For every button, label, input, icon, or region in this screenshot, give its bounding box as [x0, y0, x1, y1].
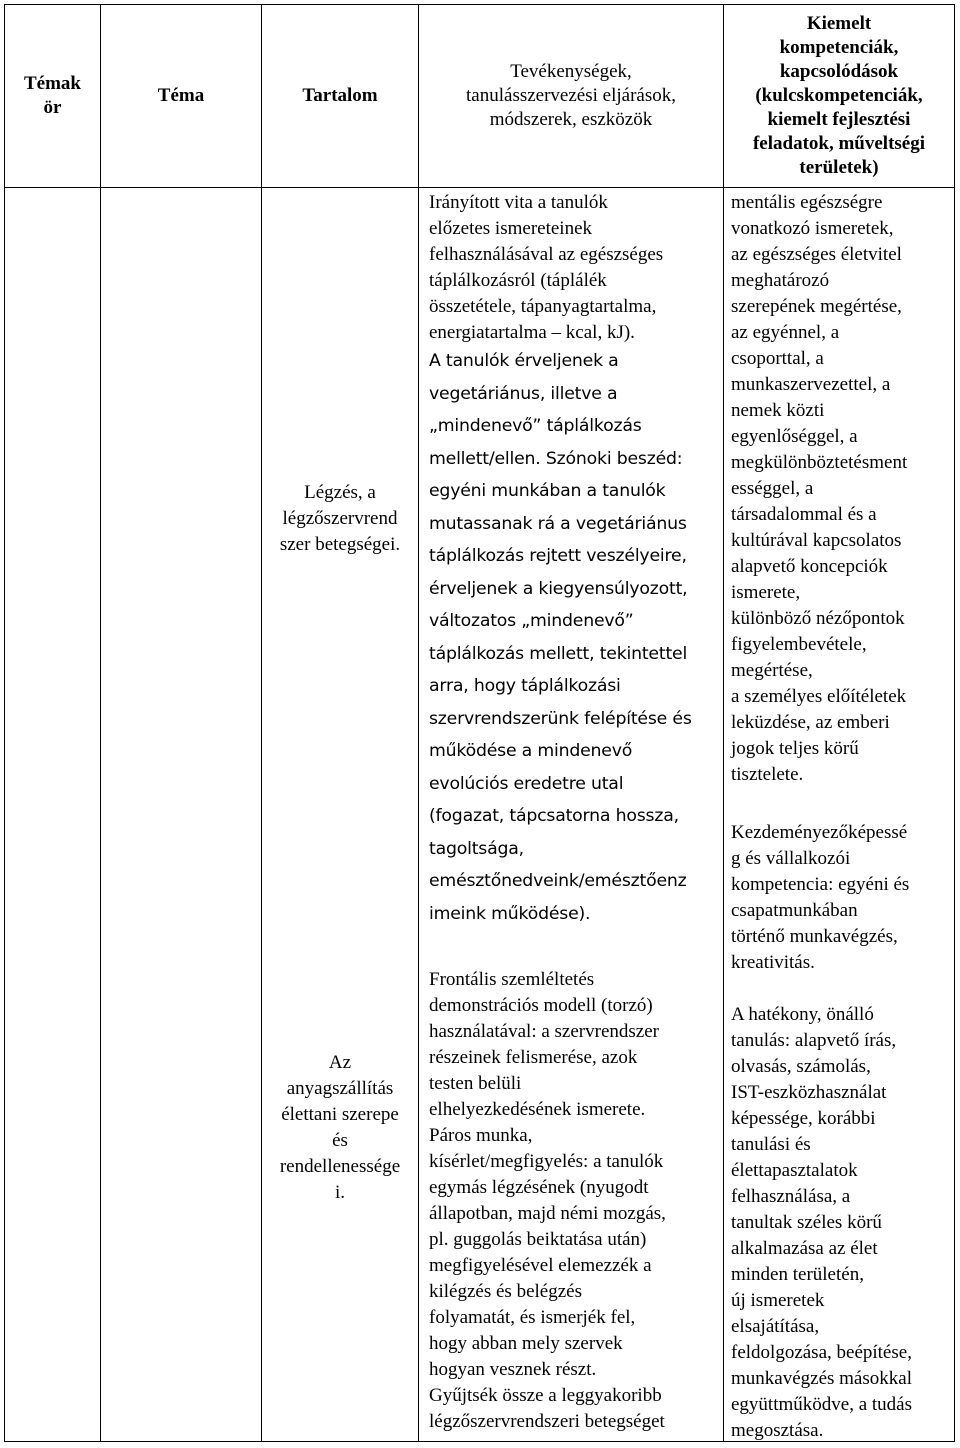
text-line: kompetencia: egyéni és — [731, 874, 910, 895]
text-line: tanultak széles körű — [731, 1212, 882, 1233]
text-line: felhasználásával az egészséges — [429, 244, 664, 265]
text-line: kilégzés és belégzés — [429, 1281, 582, 1302]
text-line: IST-eszközhasználat — [731, 1082, 887, 1103]
text-line: elsajátítása, — [731, 1316, 820, 1337]
text-line: csapatmunkában — [731, 900, 858, 921]
text-line: történő munkavégzés, — [731, 926, 898, 947]
text-line: Páros munka, — [429, 1125, 533, 1146]
text-line: arra, hogy táplálkozási — [429, 676, 621, 696]
header-activities — [419, 5, 723, 187]
text-line: anyagszállítás — [286, 1078, 394, 1099]
text-line: kultúrával kapcsolatos — [731, 530, 902, 551]
text-line: a személyes előítéletek — [731, 686, 907, 707]
header-competencies-line: kompetenciák, — [779, 37, 899, 58]
text-line: megkülönböztetésment — [731, 452, 908, 473]
text-line: hogyan vesznek részt. — [429, 1359, 597, 1380]
header-competencies-line: kiemelt fejlesztési — [767, 109, 911, 130]
text-line: érveljenek a kiegyensúlyozott, — [429, 578, 688, 599]
activities-paragraph-discussion — [429, 190, 721, 346]
header-competencies-line: Kiemelt — [806, 13, 872, 34]
text-line: egyenlőséggel, a — [731, 426, 858, 447]
text-line: részeinek felismerése, azok — [429, 1047, 638, 1068]
text-line: pl. guggolás beiktatása után) — [429, 1229, 647, 1250]
text-line: egymás légzésének (nyugodt — [429, 1177, 649, 1198]
text-line: tisztelete. — [731, 764, 804, 785]
text-line: energiatartalma – kcal, kJ). — [429, 322, 635, 343]
column-border — [261, 4, 262, 1442]
text-line: „mindenevő” táplálkozás — [429, 416, 642, 436]
text-line: élettapasztalatok — [731, 1160, 858, 1181]
text-line: szerepének megértése, — [731, 296, 902, 317]
text-line: testen belüli — [429, 1073, 522, 1094]
text-line: és — [332, 1130, 348, 1151]
text-line: A tanulók érveljenek a — [429, 351, 619, 371]
header-competencies — [724, 5, 954, 187]
text-line: demonstrációs modell (torzó) — [429, 995, 653, 1016]
header-activities-line: tanulásszervezési eljárások, — [466, 85, 676, 106]
column-border — [100, 4, 101, 1442]
text-line: megfigyelésével elemezzék a — [429, 1255, 652, 1276]
text-line: folyamatát, és ismerjék fel, — [429, 1307, 636, 1328]
text-line: előzetes ismereteinek — [429, 218, 593, 239]
text-line: imeink működése). — [429, 903, 591, 924]
text-line: alapvető koncepciók — [731, 556, 888, 577]
header-competencies-line: feladatok, műveltségi — [752, 133, 926, 154]
text-line: nemek közti — [731, 400, 825, 421]
curriculum-table — [4, 4, 955, 1442]
text-line: ismerete, — [731, 582, 801, 603]
text-line: g és vállalkozói — [731, 848, 851, 869]
text-line: meghatározó — [731, 270, 830, 291]
text-line: Légzés, a — [304, 482, 376, 503]
text-line: kísérlet/megfigyelés: a tanulók — [429, 1151, 664, 1172]
content-item-respiration — [262, 480, 418, 558]
text-line: vonatkozó ismeretek, — [731, 218, 894, 239]
header-content-label: Tartalom — [302, 85, 378, 106]
text-line: olvasás, számolás, — [731, 1056, 871, 1077]
text-line: munkavégzés másokkal — [731, 1368, 912, 1389]
activities-paragraph-demonstration — [429, 967, 721, 1435]
header-competencies-line: területek) — [799, 157, 879, 178]
text-line: leküzdése, az emberi — [731, 712, 890, 733]
text-line: összetétele, tápanyagtartalma, — [429, 296, 657, 317]
text-line: tanulási és — [731, 1134, 811, 1155]
text-line: Irányított vita a tanulók — [429, 192, 608, 213]
text-line: az egyénnel, a — [731, 322, 840, 343]
text-line: minden területén, — [731, 1264, 864, 1285]
text-line: Az — [328, 1052, 352, 1073]
competencies-paragraph-initiative — [731, 820, 952, 976]
text-line: munkaszervezettel, a — [731, 374, 891, 395]
text-line: társadalommal és a — [731, 504, 877, 525]
competencies-paragraph-learning — [731, 1002, 952, 1444]
header-content — [262, 5, 418, 187]
text-line: megértése, — [731, 660, 813, 681]
text-line: felhasználása, a — [731, 1186, 851, 1207]
column-border — [418, 4, 419, 1442]
header-hours — [5, 5, 100, 187]
text-line: alkalmazása az élet — [731, 1238, 878, 1259]
text-line: kreativitás. — [731, 952, 815, 973]
header-hours-line: Témak — [24, 73, 81, 94]
text-line: ességgel, a — [731, 478, 814, 499]
text-line: feldolgozása, beépítése, — [731, 1342, 912, 1363]
text-line: Gyűjtsék össze a leggyakoribb — [429, 1385, 662, 1406]
text-line: változatos „mindenevő” — [429, 611, 634, 631]
header-activities-line: Tevékenységek, — [510, 61, 632, 82]
column-border — [954, 4, 955, 1442]
text-line: mentális egészségre — [731, 192, 883, 213]
text-line: hogy abban mely szervek — [429, 1333, 623, 1354]
header-topic-label: Téma — [157, 85, 205, 106]
text-line: használatával: a szervrendszer — [429, 1021, 659, 1042]
text-line: csoporttal, a — [731, 348, 824, 369]
text-line: tagoltsága, — [429, 838, 524, 859]
text-line: A hatékony, önálló — [731, 1004, 874, 1025]
text-line: táplálkozásról (táplálék — [429, 270, 607, 291]
text-line: új ismeretek — [731, 1290, 825, 1311]
competencies-paragraph-social — [731, 190, 952, 788]
header-hours-line: ör — [43, 97, 62, 118]
text-line: jogok teljes körű — [731, 738, 859, 759]
column-border — [4, 4, 5, 1442]
text-line: táplálkozás rejtett veszélyeire, — [429, 546, 687, 566]
text-line: emésztőnedveink/emésztőenz — [429, 871, 687, 891]
text-line: rendellenessége — [279, 1156, 401, 1177]
text-line: az egészséges életvitel — [731, 244, 902, 265]
text-line: evolúciós eredetre utal — [429, 773, 624, 794]
text-line: működése a mindenevő — [429, 741, 633, 761]
text-line: élettani szerepe — [281, 1104, 399, 1125]
text-line: táplálkozás mellett, tekintettel — [429, 643, 688, 664]
header-activities-line: módszerek, eszközök — [489, 109, 653, 130]
text-line: figyelembevétele, — [731, 634, 867, 655]
text-line: Kezdeményezőképessé — [731, 822, 908, 843]
text-line: vegetáriánus, illetve a — [429, 383, 618, 404]
text-line: mellett/ellen. Szónoki beszéd: — [429, 448, 683, 469]
text-line: szer betegségei. — [279, 534, 401, 555]
text-line: szervrendszerünk felépítése és — [429, 708, 692, 729]
text-line: mutassanak rá a vegetáriánus — [429, 513, 687, 534]
text-line: együttműködve, a tudás — [731, 1394, 912, 1415]
text-line: (fogazat, tápcsatorna hossza, — [429, 806, 679, 826]
text-line: légzőszervrend — [282, 508, 398, 529]
text-line: megosztása. — [731, 1420, 824, 1441]
text-line: Frontális szemléltetés — [429, 969, 595, 990]
header-competencies-line: kapcsolódások — [779, 61, 899, 82]
text-line: különböző nézőpontok — [731, 608, 905, 629]
text-line: i. — [334, 1182, 346, 1203]
text-line: állapotban, majd némi mozgás, — [429, 1203, 666, 1224]
text-line: légzőszervrendszeri betegséget — [429, 1411, 665, 1432]
text-line: tanulás: alapvető írás, — [731, 1030, 897, 1051]
header-separator — [4, 187, 955, 188]
header-competencies-line: (kulcskompetenciák, — [755, 85, 923, 106]
header-topic — [101, 5, 261, 187]
text-line: elhelyezkedésének ismerete. — [429, 1099, 646, 1120]
text-line: egyéni munkában a tanulók — [429, 481, 666, 501]
activities-paragraph-debate — [429, 345, 721, 930]
text-line: képessége, korábbi — [731, 1108, 876, 1129]
content-item-transport — [262, 1050, 418, 1206]
column-border — [723, 4, 724, 1442]
